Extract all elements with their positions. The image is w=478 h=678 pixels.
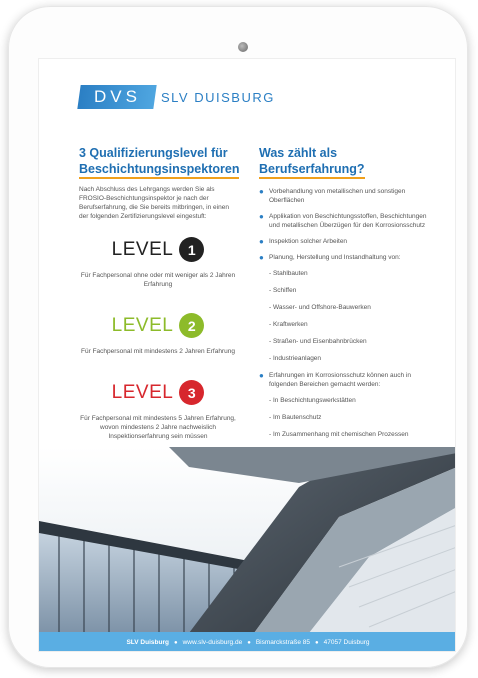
dvs-logo: [79, 85, 275, 109]
footer-website-link[interactable]: www.slv-duisburg.de: [182, 639, 243, 646]
level-description: Für Fachpersonal ohne oder mit weniger als 2 Jahren Erfahrung: [80, 272, 236, 288]
levels-section: [79, 145, 240, 441]
tablet-frame: [8, 6, 468, 668]
list-item: ● Vorbehandlung von metallischen und sonstigen Oberflächen: [259, 187, 406, 204]
level-2: [79, 313, 237, 356]
level-number-badge: 2: [179, 313, 204, 338]
list-item: ● Planung, Herstellung und Instandhaltung von: - Stahlbauten - Schiffen - Wasser- und Offshore-Bauwerken - Kraftwerken - Straßen- und Eisenbahnbrücken - Industrieanlagen: [259, 253, 439, 363]
sub-list-item: - Kraftwerken: [269, 321, 308, 328]
level-word: LEVEL: [111, 381, 174, 403]
footer-separator: ●: [315, 639, 319, 646]
level-number-badge: 1: [179, 237, 204, 262]
list-item: ● Applikation von Beschichtungsstoffen, Beschichtungen und metallischen Überzügen für den Korrosionsschutz: [259, 212, 427, 229]
experience-section: [259, 145, 439, 490]
sub-list-item: - Straßen- und Eisenbahnbrücken: [269, 338, 367, 345]
footer-separator: ●: [247, 639, 251, 646]
sub-list-item: - Wasser- und Offshore-Bauwerken: [269, 304, 371, 311]
list-item: ● Inspektion solcher Arbeiten: [259, 237, 348, 246]
logo-letters: DVS: [77, 85, 156, 109]
sub-list-item: - Im Bautenschutz: [269, 414, 322, 421]
level-3: [79, 380, 237, 441]
levels-heading: 3 Qualifizierungslevel für Beschichtungsinspektoren: [79, 145, 237, 177]
level-1: [79, 237, 237, 289]
footer-city: 47057 Duisburg: [323, 639, 370, 646]
bullet-icon: ●: [259, 371, 264, 380]
level-word: LEVEL: [111, 238, 174, 260]
level-description: Für Fachpersonal mit mindestens 2 Jahren Erfahrung: [81, 348, 235, 355]
footer-company: SLV Duisburg: [126, 639, 169, 646]
footer-street: Bismarckstraße 85: [255, 639, 310, 646]
sub-list-item: - Im Zusammenhang mit chemischen Prozessen: [269, 431, 409, 438]
level-description: Für Fachpersonal mit mindestens 5 Jahren Erfahrung, wovon mindestens 2 Jahre nachweislich Inspektionserfahrung sein müssen: [80, 415, 236, 440]
experience-list: [259, 187, 439, 482]
camera-icon: [238, 42, 248, 52]
level-number-badge: 3: [179, 380, 204, 405]
logo-text: SLV DUISBURG: [161, 89, 275, 105]
footer-separator: ●: [173, 639, 178, 646]
bullet-icon: ●: [259, 237, 264, 246]
level-word: LEVEL: [111, 314, 174, 336]
list-item: ● Erfahrungen im Korrosionsschutz können auch in folgenden Bereichen gemacht werden: - In Beschichtungswerkstätten - Im Bautenschutz - Im Zusammenhang mit chemischen Prozessen: [259, 371, 439, 482]
document-page: [38, 58, 456, 652]
experience-heading: Was zählt als Berufserfahrung?: [259, 145, 439, 177]
sub-list-item: - In Beschichtungswerkstätten: [269, 397, 356, 404]
sub-list-item: - Industrieanlagen: [269, 355, 322, 362]
bullet-icon: ●: [259, 187, 264, 196]
bullet-icon: ●: [259, 212, 264, 221]
sub-list-item: - Schiffen: [269, 287, 297, 294]
footer-bar: [39, 632, 456, 652]
bullet-icon: ●: [259, 253, 264, 262]
sub-list-item: - Stahlbauten: [269, 270, 308, 277]
architecture-illustration: [39, 447, 456, 633]
levels-intro: Nach Abschluss des Lehrgangs werden Sie als FROSIO-Beschichtungsinspektor je nach der Berufserfahrung, die Sie bereits mitbringen, in einen der folgenden Zertifizierungslevel eingestuft:: [79, 186, 229, 220]
architecture-photo: [39, 447, 456, 633]
sub-list: [269, 269, 439, 363]
